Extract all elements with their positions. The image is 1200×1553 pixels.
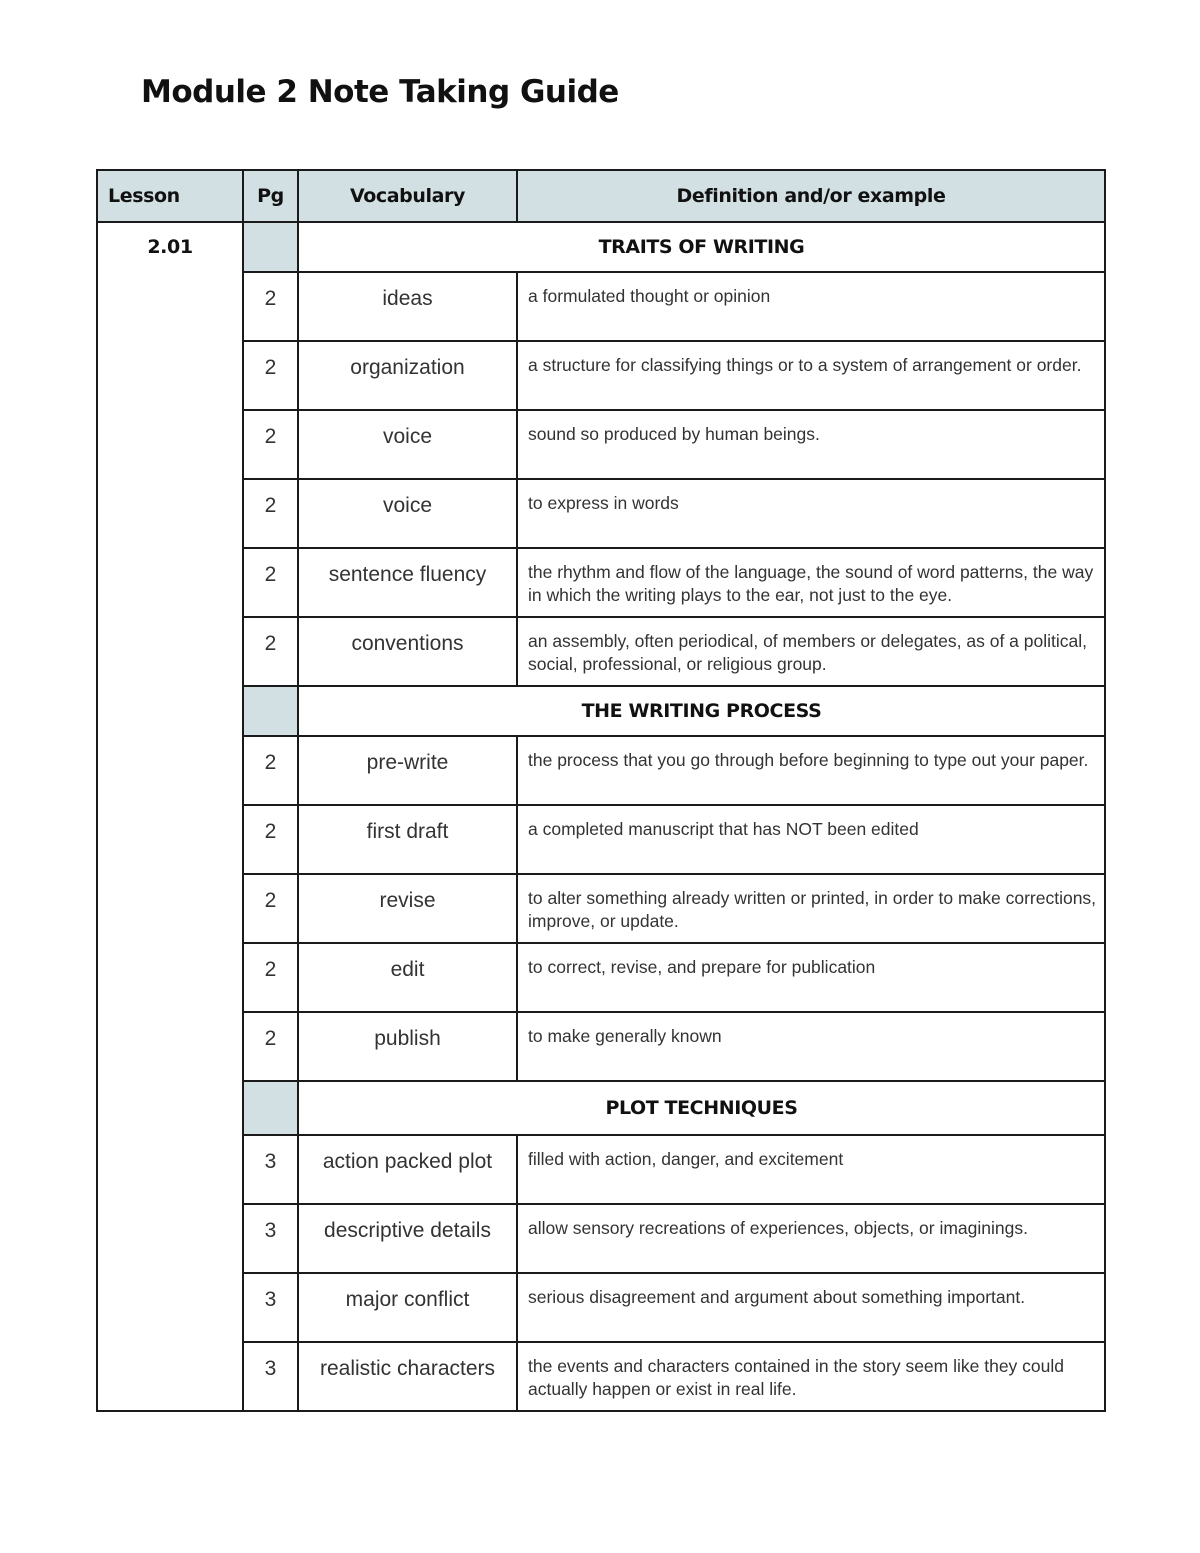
vocabulary-term-cell <box>298 617 517 686</box>
vocabulary-term: realistic characters <box>319 1357 496 1380</box>
page-number-cell <box>243 1012 298 1081</box>
section-title: THE WRITING PROCESS <box>298 686 1105 736</box>
table-row <box>97 736 1105 805</box>
vocabulary-term-cell <box>298 341 517 410</box>
vocabulary-term-cell <box>298 1342 517 1411</box>
vocabulary-term-cell <box>298 736 517 805</box>
definition-text-cell <box>517 1135 1105 1204</box>
page-number-cell <box>243 617 298 686</box>
page-number-cell <box>243 736 298 805</box>
page-number-cell <box>243 1342 298 1411</box>
vocabulary-term: major conflict <box>345 1288 470 1311</box>
definition-text-cell <box>517 617 1105 686</box>
vocabulary-term: voice <box>382 425 433 448</box>
vocabulary-term: conventions <box>351 632 464 655</box>
page-number: 2 <box>264 425 277 448</box>
page-number-cell <box>243 1273 298 1342</box>
page-number: 2 <box>264 889 277 912</box>
definition-text: the events and characters contained in the story seem like they could actually happen or exist in real life. <box>528 1356 1064 1399</box>
vocabulary-term-cell <box>298 874 517 943</box>
section-row <box>97 222 1105 272</box>
vocabulary-term-cell <box>298 548 517 617</box>
page-number: 2 <box>264 820 277 843</box>
vocabulary-term: revise <box>379 889 436 912</box>
definition-text-cell <box>517 805 1105 874</box>
lesson-number: 2.01 <box>147 236 193 258</box>
definition-text: serious disagreement and argument about something important. <box>528 1287 1026 1307</box>
definition-text-cell <box>517 341 1105 410</box>
vocabulary-term-cell <box>298 272 517 341</box>
definition-text: to correct, revise, and prepare for publication <box>528 957 876 977</box>
section-row <box>97 686 1105 736</box>
column-header-pg: Pg <box>243 170 298 222</box>
column-header-vocabulary: Vocabulary <box>298 170 517 222</box>
vocabulary-term: pre-write <box>366 751 449 774</box>
definition-text: the process that you go through before beginning to type out your paper. <box>528 750 1089 770</box>
definition-text-cell <box>517 1204 1105 1273</box>
definition-text-cell <box>517 548 1105 617</box>
vocabulary-term-cell <box>298 805 517 874</box>
note-taking-table <box>96 169 1106 1412</box>
definition-text-cell <box>517 874 1105 943</box>
table-body <box>97 222 1105 1411</box>
vocabulary-term: voice <box>382 494 433 517</box>
section-row <box>97 1081 1105 1135</box>
vocabulary-term: edit <box>390 958 425 981</box>
section-title: PLOT TECHNIQUES <box>298 1081 1105 1135</box>
table-row <box>97 1342 1105 1411</box>
definition-text-cell <box>517 479 1105 548</box>
definition-text: the rhythm and flow of the language, the sound of word patterns, the way in which the writing plays to the ear, not just to the eye. <box>528 562 1094 605</box>
vocabulary-term-cell <box>298 479 517 548</box>
page-number-cell <box>243 1204 298 1273</box>
table-row <box>97 1012 1105 1081</box>
vocabulary-term-cell <box>298 1273 517 1342</box>
vocabulary-term-cell <box>298 1135 517 1204</box>
section-pg-cell <box>243 222 298 272</box>
definition-text-cell <box>517 736 1105 805</box>
page-number-cell <box>243 805 298 874</box>
definition-text: a completed manuscript that has NOT been edited <box>528 819 919 839</box>
page-number: 2 <box>264 632 277 655</box>
vocabulary-term: action packed plot <box>322 1150 493 1173</box>
vocabulary-term: sentence fluency <box>328 563 487 586</box>
table-row <box>97 479 1105 548</box>
page-number: 2 <box>264 958 277 981</box>
vocabulary-term: organization <box>350 356 465 379</box>
vocabulary-term-cell <box>298 1012 517 1081</box>
table-row <box>97 1273 1105 1342</box>
page-number: 2 <box>264 1027 277 1050</box>
page-number-cell <box>243 272 298 341</box>
vocabulary-term-cell <box>298 943 517 1012</box>
definition-text: an assembly, often periodical, of members or delegates, as of a political, social, professional, or religious group. <box>528 631 1087 674</box>
section-pg-cell <box>243 1081 298 1135</box>
page-number: 2 <box>264 751 277 774</box>
page-number: 3 <box>264 1288 277 1311</box>
table-row <box>97 1135 1105 1204</box>
page-number-cell <box>243 479 298 548</box>
table-row <box>97 805 1105 874</box>
section-pg-cell <box>243 686 298 736</box>
page-number-cell <box>243 341 298 410</box>
page-number: 2 <box>264 287 277 310</box>
page-number: 2 <box>264 563 277 586</box>
page-number: 2 <box>264 494 277 517</box>
page-number: 3 <box>264 1150 277 1173</box>
definition-text-cell <box>517 272 1105 341</box>
page-number-cell <box>243 548 298 617</box>
definition-text: filled with action, danger, and excitement <box>528 1149 844 1169</box>
table-row <box>97 943 1105 1012</box>
vocabulary-term-cell <box>298 410 517 479</box>
definition-text: to alter something already written or printed, in order to make corrections, improve, or update. <box>528 888 1097 931</box>
lesson-cell <box>97 222 243 1411</box>
vocabulary-term: first draft <box>366 820 449 843</box>
vocabulary-term: ideas <box>382 287 433 310</box>
definition-text: to make generally known <box>528 1026 722 1046</box>
table-row <box>97 874 1105 943</box>
page-number-cell <box>243 410 298 479</box>
column-header-lesson: Lesson <box>97 170 243 222</box>
page-number-cell <box>243 874 298 943</box>
definition-text: allow sensory recreations of experiences, objects, or imaginings. <box>528 1218 1028 1238</box>
page-number-cell <box>243 943 298 1012</box>
definition-text: sound so produced by human beings. <box>528 424 820 444</box>
table-row <box>97 548 1105 617</box>
table-row <box>97 272 1105 341</box>
vocabulary-term-cell <box>298 1204 517 1273</box>
page-number: 3 <box>264 1219 277 1242</box>
page-number-cell <box>243 1135 298 1204</box>
column-header-definition: Definition and/or example <box>517 170 1105 222</box>
table-row <box>97 617 1105 686</box>
table-header-row <box>97 170 1105 222</box>
definition-text-cell <box>517 1273 1105 1342</box>
page-number: 2 <box>264 356 277 379</box>
page-title: Module 2 Note Taking Guide <box>141 74 619 110</box>
definition-text-cell <box>517 1012 1105 1081</box>
vocabulary-term: descriptive details <box>324 1219 491 1242</box>
table-row <box>97 1204 1105 1273</box>
definition-text-cell <box>517 410 1105 479</box>
section-title: TRAITS OF WRITING <box>298 222 1105 272</box>
definition-text: to express in words <box>528 493 679 513</box>
definition-text-cell <box>517 1342 1105 1411</box>
definition-text: a structure for classifying things or to a system of arrangement or order. <box>528 355 1082 375</box>
vocabulary-term: publish <box>374 1027 441 1050</box>
table-row <box>97 341 1105 410</box>
definition-text: a formulated thought or opinion <box>528 286 771 306</box>
page-number: 3 <box>264 1357 277 1380</box>
table-row <box>97 410 1105 479</box>
definition-text-cell <box>517 943 1105 1012</box>
